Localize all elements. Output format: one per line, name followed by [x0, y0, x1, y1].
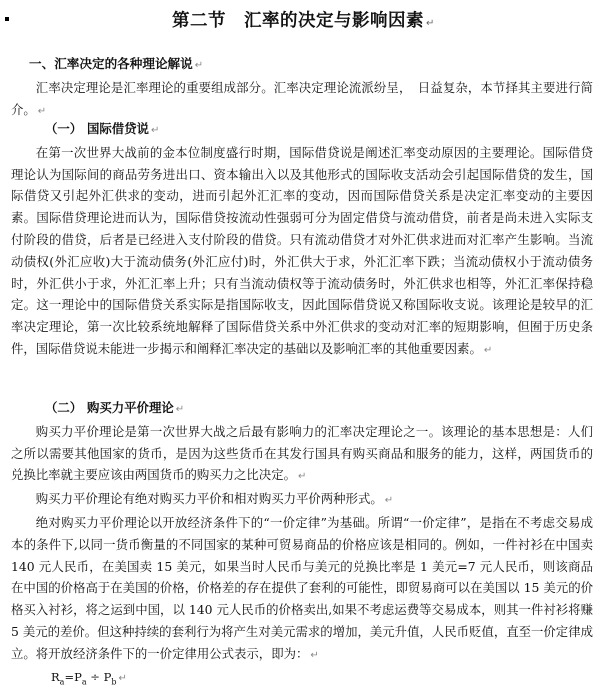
paragraph-mark: ↵ [118, 672, 127, 684]
section-a-body [11, 142, 593, 362]
formula-lhs-sub: a [59, 676, 65, 686]
section-b-para-1-text: 购买力平价理论是第一次世界大战之后最有影响力的汇率决定理论之一。该理论的基本思想是：人们之所以需要其他国家的货币，是因为这些货币在其发行国具有购买商品和服务的能力，这样，两国货币的兑换比率就主要应该由两国货币的购买力之比决定。 [11, 423, 593, 483]
formula-divide: ÷ [86, 669, 104, 684]
title-text: 第二节 汇率的决定与影响因素 [172, 11, 425, 31]
section-b-heading-text: 购买力平价理论 [87, 400, 174, 415]
paragraph-mark: ↵ [194, 60, 204, 71]
formula-p1-sub: a [81, 676, 87, 686]
section-1 [11, 53, 593, 122]
page-title [11, 8, 596, 37]
paragraph-mark: ↵ [384, 495, 394, 507]
section-1-heading [11, 53, 593, 77]
section-b-para-2-text: 购买力平价理论有绝对购买力平价和相对购买力平价两种形式。 [35, 491, 383, 507]
section-b [11, 397, 593, 693]
formula-p2: P [103, 669, 112, 684]
paragraph-mark: ↵ [426, 18, 435, 29]
section-b-number: （二） [45, 400, 83, 415]
paragraph-mark: ↵ [297, 471, 307, 483]
paragraph-mark: ↵ [483, 344, 493, 356]
paragraph-mark: ↵ [175, 404, 185, 415]
paragraph-mark: ↵ [37, 105, 47, 117]
section-1-intro [11, 77, 593, 123]
formula [11, 667, 593, 693]
section-b-para-3 [11, 512, 593, 667]
section-b-para-1 [11, 421, 593, 488]
formula-p1: P [74, 669, 82, 684]
section-1-intro-text: 汇率决定理论是汇率理论的重要组成部分。汇率决定理论流派纷呈， 日益复杂，本节择其主要进行简介。 [11, 79, 593, 117]
paragraph-mark: ↵ [310, 649, 319, 661]
section-a-heading [11, 118, 593, 142]
section-a-body-text: 在第一次世界大战前的金本位制度盛行时期，国际借贷说是阐述汇率变动原因的主要理论。国际借贷理论认为国际间的商品劳务进出口、资本输出入以及其他形式的国际收支活动会引起国际借贷的发生，国际借贷又引起外汇供求的变动，进而引起外汇汇率的变动，因而国际借贷关系是决定汇率变动的主要因素。国际借贷理论进而认为，国际借贷按流动性强弱可分为固定借贷与流动借贷，前者是尚未进入实际支付阶段的借贷，后者是已经进入支付阶段的借贷。只有流动借贷才对外汇供求进而对汇率产生影响。当流动债权(外汇应收)大于流动债务(外汇应付)时，外汇供大于求，外汇汇率下跌；当流动债权小于流动债务时，外汇供小于求，外汇汇率上升；只有当流动债权等于流动债务时，外汇供求也相等，外汇汇率保持稳定。这一理论中的国际借贷关系实际是指国际收支，因此国际借贷说又称国际收支说。该理论是较早的汇率决定理论，第一次比较系统地解释了国际借贷关系中外汇供求的变动对汇率的短期影响，但囿于历史条件，国际借贷说未能进一步揭示和阐释汇率决定的基础以及影响汇率的其他重要因素。 [11, 144, 593, 356]
section-b-heading [11, 397, 593, 421]
section-a-heading-text: 国际借贷说 [87, 121, 149, 136]
section-b-para-3-text: 绝对购买力平价理论以开放经济条件下的“一价定律”为基础。所谓“一价定律”，是指在不考虑交易成本的条件下,以同一货币衡量的不同国家的某种可贸易商品的价格应该是相同的。例如，一件衬衫在中国卖 140 元人民币，在美国卖 15 美元，如果当时人民币与美元的兑换比率是 1 美元=7 元人民币，则该商品在中国的价格高于在美国的价格，价格差的存在提供了套利的可能性，即贸易商可以在美国以 15 美元的价格买入衬衫，将之运到中国，以 140 元人民币的价格卖出,如果不考虑运费等交易成本，则其一件衬衫将赚 5 美元的差价。但这种持续的套利行为将产生对美元需求的增加，美元升值，人民币贬值，直至一价定律成立。将开放经济条件下的一价定律用公式表示，即为： [11, 514, 593, 661]
formula-lhs: R [51, 669, 60, 684]
section-a-number: （一） [45, 121, 83, 136]
paragraph-mark: ↵ [150, 125, 160, 136]
section-a [11, 118, 593, 362]
formula-p2-sub: b [111, 676, 117, 686]
section-b-para-2 [11, 488, 593, 512]
formula-equals: = [64, 669, 75, 684]
list-bullet [5, 17, 9, 21]
section-1-heading-text: 一、汇率决定的各种理论解说 [29, 56, 193, 71]
